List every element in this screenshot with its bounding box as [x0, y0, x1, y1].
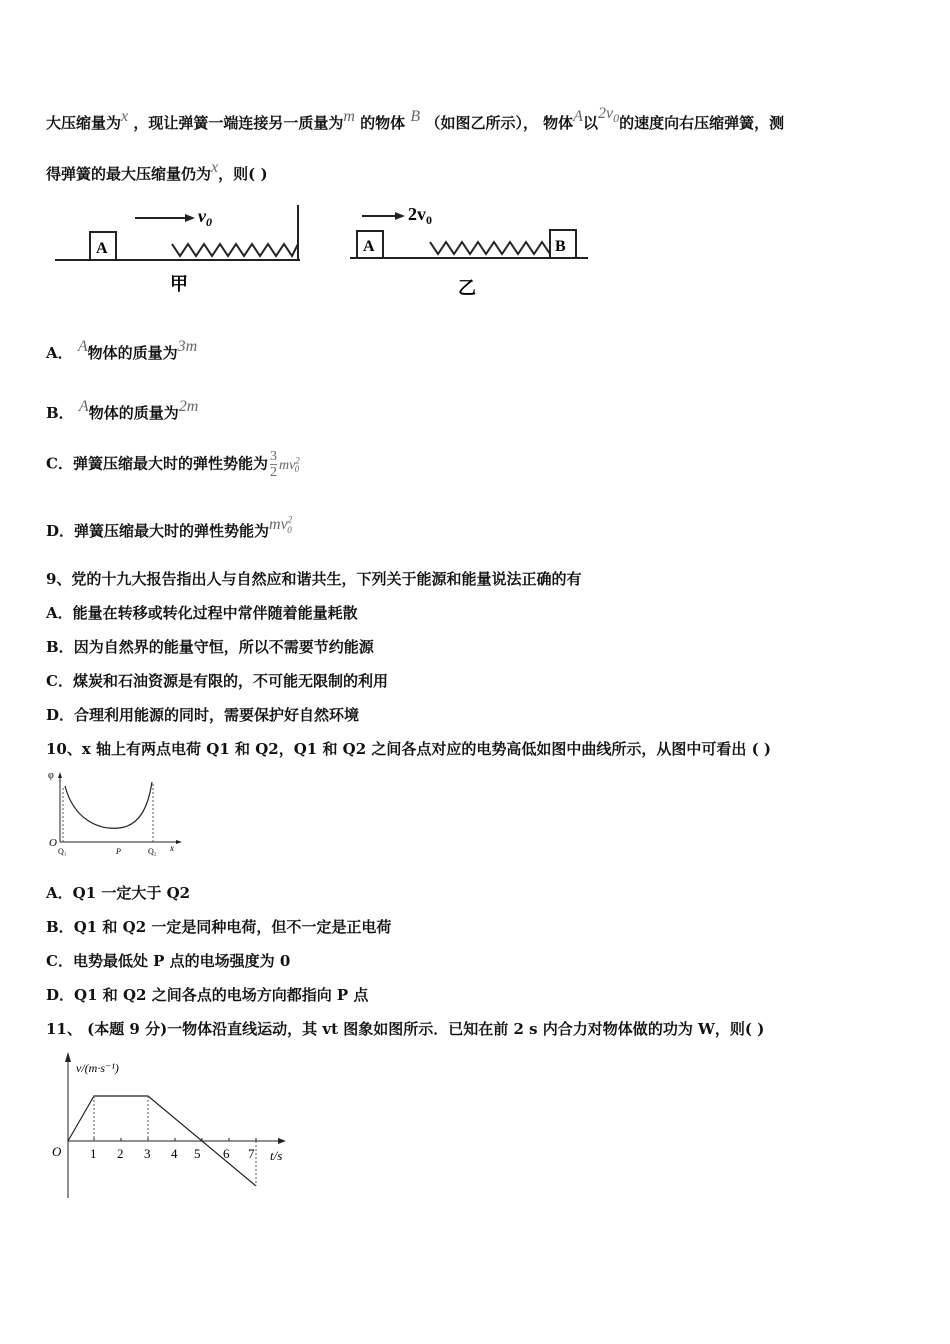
arrow-head	[395, 212, 405, 220]
q11-vt-graph	[44, 1046, 304, 1206]
block-a-label: A	[96, 240, 108, 257]
q8-stem-line1	[46, 105, 785, 136]
q8-option-b: B． A物体的质量为2m	[46, 398, 199, 422]
q8-text: ，现让弹簧一端连接另一质量为	[133, 114, 344, 132]
q10-option-c: C．电势最低处 P 点的电场强度为 0	[46, 952, 291, 970]
q8-text: 以	[582, 114, 598, 132]
y-axis-label: v/(m·s⁻¹)	[76, 1061, 119, 1075]
origin-label: O	[52, 1144, 62, 1159]
math-x: x	[121, 108, 129, 125]
math-mv0sq: $mv^2_0$	[278, 454, 300, 475]
q9-option-d: D．合理利用能源的同时，需要保护好自然环境	[46, 706, 360, 724]
q8-text: ，则( )	[218, 165, 268, 183]
math-A: A	[573, 108, 583, 125]
phi-label: φ	[48, 770, 54, 781]
q11-stem: 11、 (本题 9 分)一物体沿直线运动，其 vt 图象如图所示．已知在前 2 s 内合力对物体做的功为 W，则( )	[46, 1020, 765, 1038]
q8-text: 的速度向右压缩弹簧，测	[619, 114, 785, 132]
v0-label: $v_0$	[198, 206, 212, 229]
origin-label: O	[49, 837, 57, 849]
q2-label: Q₂	[148, 847, 157, 856]
math-x: x	[211, 159, 219, 176]
q8-text: 的物体	[360, 114, 406, 132]
q8-option-d: D．弹簧压缩最大时的弹性势能为$mv^2_0$	[46, 514, 293, 540]
x-axis-arrow	[176, 840, 182, 844]
block-a-label: A	[363, 238, 375, 255]
q8-text: （如图乙所示）， 物体	[425, 114, 574, 132]
q8-option-a: A． A物体的质量为3m	[46, 338, 198, 362]
y-axis-arrow	[58, 772, 62, 778]
q10-option-a: A．Q1 一定大于 Q2	[46, 884, 191, 902]
fraction-3-2: $\frac{3}{2}$	[269, 449, 277, 480]
math-B: B	[410, 108, 421, 125]
math-2v0: $2v_0$	[597, 105, 620, 126]
x-axis-label: t/s	[270, 1148, 283, 1163]
y-axis-arrow	[65, 1052, 71, 1062]
tick-label-4: 4	[171, 1146, 178, 1161]
q8-stem-line2	[46, 159, 268, 184]
q9-option-b: B．因为自然界的能量守恒，所以不需要节约能源	[46, 638, 374, 656]
math-3m: 3m	[177, 338, 198, 355]
q9-stem: 9、党的十九大报告指出人与自然应和谐共生，下列关于能源和能量说法正确的有	[46, 570, 582, 588]
tick-label-7: 7	[248, 1146, 255, 1161]
figure-label-yi: 乙	[458, 278, 476, 298]
q10-stem: 10、x 轴上有两点电荷 Q1 和 Q2，Q1 和 Q2 之间各点对应的电势高低如图中曲线所示，从图中可看出 ( )	[46, 740, 772, 758]
x-label: x	[170, 843, 174, 853]
tick-label-3: 3	[144, 1146, 151, 1161]
q8-text: 大压缩量为	[46, 114, 122, 132]
p-label: P	[116, 847, 121, 856]
q9-option-a: A．能量在转移或转化过程中常伴随着能量耗散	[46, 604, 358, 622]
figure-label-jia: 甲	[170, 274, 188, 294]
q9-option-c: C．煤炭和石油资源是有限的，不可能无限制的利用	[46, 672, 388, 690]
spring	[430, 242, 550, 254]
tick-label-2: 2	[117, 1146, 124, 1161]
math-A: A	[78, 398, 89, 415]
math-m: m	[343, 108, 355, 125]
math-A: A	[77, 338, 88, 355]
q10-potential-graph	[44, 768, 194, 858]
arrow-head	[185, 214, 195, 222]
math-2m: 2m	[178, 398, 199, 415]
q8-spring-figure	[50, 200, 610, 300]
2v0-label: $2v_0$	[408, 204, 432, 227]
block-b-label: B	[555, 238, 566, 255]
spring	[172, 244, 298, 256]
math-mv0sq: $mv^2_0$	[269, 514, 293, 536]
q10-option-d: D．Q1 和 Q2 之间各点的电场方向都指向 P 点	[46, 986, 369, 1004]
tick-label-6: 6	[223, 1146, 230, 1161]
potential-curve	[65, 782, 152, 828]
x-axis-arrow	[278, 1138, 286, 1144]
tick-label-1: 1	[90, 1146, 97, 1161]
tick-label-5: 5	[194, 1146, 201, 1161]
q8-text: 得弹簧的最大压缩量仍为	[46, 165, 212, 183]
q10-option-b: B．Q1 和 Q2 一定是同种电荷，但不一定是正电荷	[46, 918, 392, 936]
q1-label: Q₁	[58, 847, 67, 856]
q8-option-c: C．弹簧压缩最大时的弹性势能为 $\frac{3}{2}$ $mv^2_0$	[46, 449, 300, 480]
